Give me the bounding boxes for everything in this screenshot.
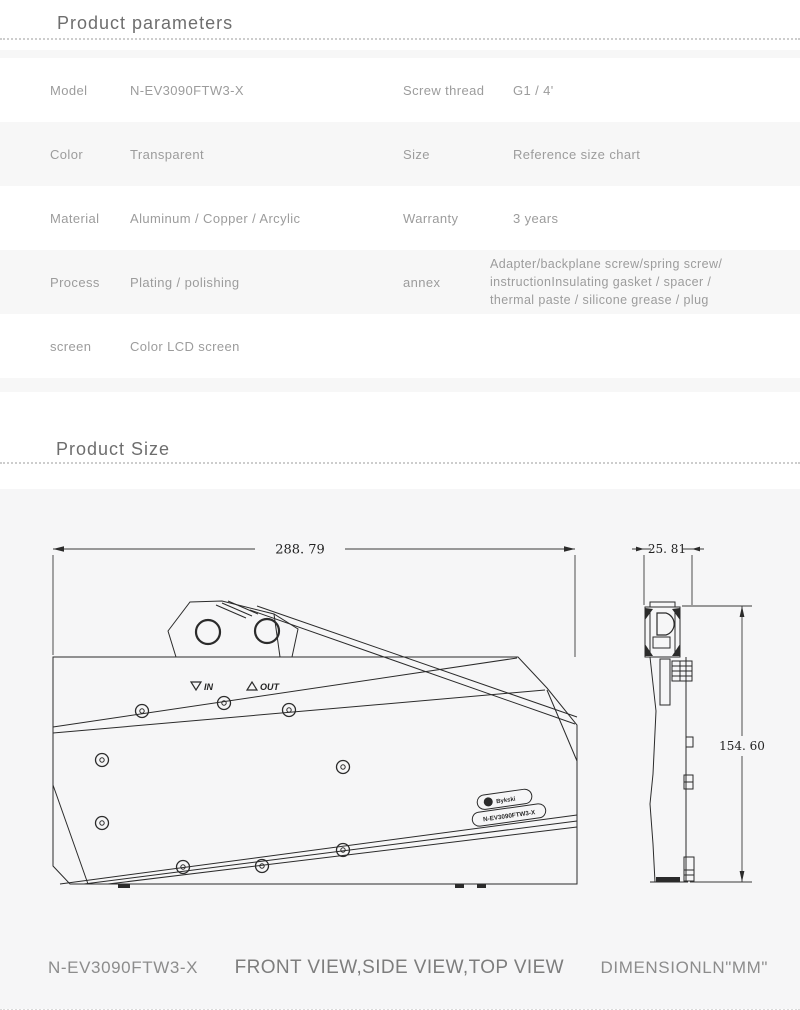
mounting-screws: [96, 697, 350, 874]
param-label: screen: [50, 338, 92, 354]
dim-width-label: 288. 79: [275, 542, 325, 558]
flow-markers: [191, 682, 281, 692]
param-label: Screw thread: [403, 82, 485, 98]
technical-drawing: [0, 489, 800, 1009]
param-label: Warranty: [403, 210, 459, 226]
screw: [96, 754, 109, 767]
in-arrow-icon: [191, 682, 201, 690]
caption-views: FRONT VIEW,SIDE VIEW,TOP VIEW: [234, 957, 565, 978]
param-value: Aluminum / Copper / Arcylic: [130, 210, 301, 226]
port-profile: [657, 613, 674, 635]
param-label: Size: [403, 146, 430, 162]
in-label: IN: [204, 682, 213, 692]
side-tab: [686, 737, 693, 747]
port-hole: [196, 620, 220, 644]
screw: [136, 705, 149, 718]
brand-badge: [476, 788, 532, 810]
param-value: 3 years: [513, 210, 559, 226]
param-value-multiline: [490, 255, 800, 309]
dim-height-label: 154. 60: [719, 739, 765, 753]
screw: [96, 817, 109, 830]
size-title: Product Size: [56, 439, 171, 459]
caption-model: N-EV3090FTW3-X: [48, 958, 199, 977]
table-cap: [0, 378, 800, 392]
drawing-captions: [0, 957, 800, 979]
out-label: OUT: [260, 682, 279, 692]
side-thickness-dimension: [632, 542, 704, 605]
side-tab: [684, 775, 693, 789]
param-label: Model: [50, 82, 88, 98]
caption-dimension-note: DIMENSIONLN"MM": [600, 958, 768, 977]
port-hole: [255, 619, 279, 643]
param-value: N-EV3090FTW3-X: [130, 82, 244, 98]
side-tab: [672, 661, 692, 681]
table-row: [0, 250, 800, 314]
parameters-title: Product parameters: [57, 13, 234, 33]
brand-logo-icon: [483, 797, 493, 807]
param-value: Reference size chart: [513, 146, 641, 162]
side-height-dimension: [682, 606, 765, 882]
param-value: G1 / 4': [513, 82, 554, 98]
brand-badge-text: Bykski: [495, 796, 516, 806]
param-value: Color LCD screen: [130, 338, 240, 354]
param-label: Color: [50, 146, 84, 162]
front-width-dimension: [53, 543, 575, 658]
table-cap: [0, 50, 800, 58]
out-arrow-icon: [247, 682, 257, 690]
size-header: [0, 431, 800, 462]
annex-line: thermal paste / silicone grease / plug: [490, 293, 709, 307]
parameters-table: [0, 50, 800, 392]
side-fitting: [645, 602, 680, 657]
screw: [283, 704, 296, 717]
screw: [337, 761, 350, 774]
dim-thickness-label: 25. 81: [647, 542, 687, 556]
foot-nub: [477, 884, 486, 888]
table-row: [0, 186, 800, 250]
table-row: [0, 58, 800, 122]
annex-line: instructionInsulating gasket / spacer /: [490, 275, 712, 289]
param-value: Transparent: [130, 146, 205, 162]
param-label: Process: [50, 274, 100, 290]
param-value: Plating / polishing: [130, 274, 240, 290]
foot-nub: [455, 884, 464, 888]
foot-nub: [118, 884, 130, 888]
front-view: [53, 606, 577, 888]
parameters-header: [0, 0, 800, 38]
model-badge: [471, 803, 546, 827]
param-label: annex: [403, 274, 441, 290]
size-drawing-panel: [0, 489, 800, 1009]
param-label: Material: [50, 210, 100, 226]
model-badge-text: N-EV3090FTW3-X: [482, 809, 536, 824]
port-housing: [168, 601, 298, 657]
annex-line: Adapter/backplane screw/spring screw/: [490, 257, 723, 271]
side-view: [650, 657, 694, 882]
table-row: [0, 314, 800, 378]
table-row: [0, 122, 800, 186]
screw: [218, 697, 231, 710]
